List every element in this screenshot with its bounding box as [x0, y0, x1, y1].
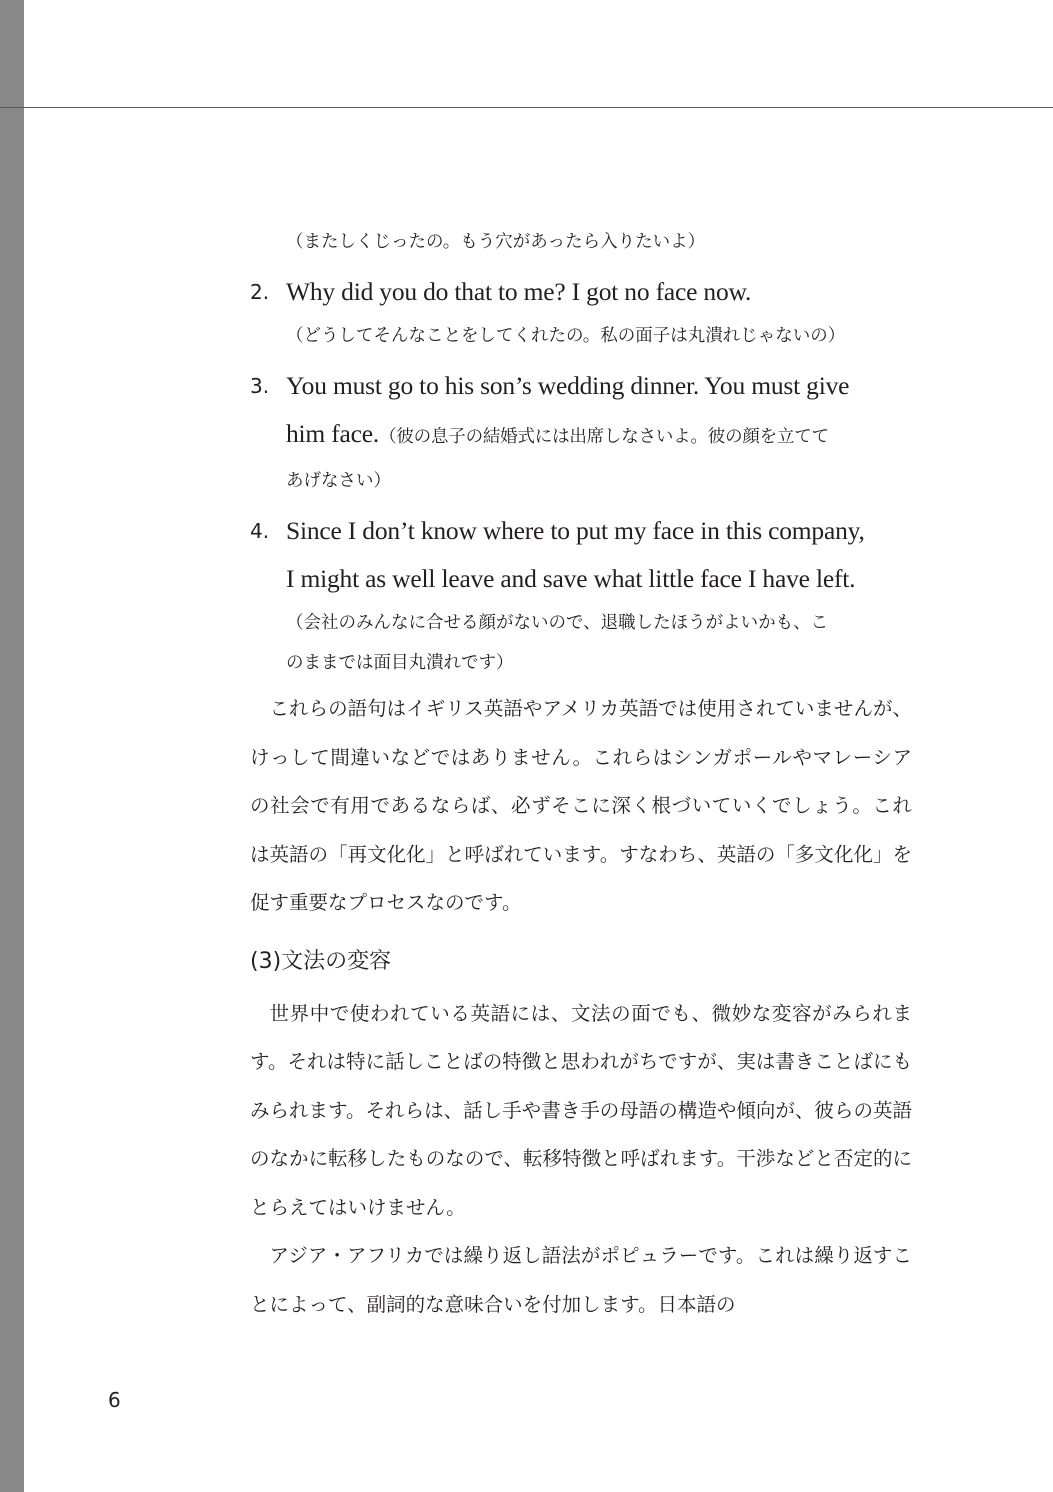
item-number: 4.	[250, 519, 270, 543]
translation-note: あげなさい）	[286, 471, 391, 491]
example-sentence: Why did you do that to me? I got no face now.	[286, 277, 752, 306]
translation-note-cont: のままでは面目丸潰れです）	[286, 653, 514, 673]
body-paragraph-1: これらの語句はイギリス英語やアメリカ英語では使用されていませんが、けっして間違いなどではありません。これらはシンガポールやマレーシアの社会で有用であるならば、必ずそこに深く根づいていくでしょう。これは英語の「再文化化」と呼ばれています。すなわち、英語の「多文化化」を促す重要なプロセスなのです。	[250, 697, 912, 914]
item-number: 3.	[250, 374, 270, 398]
item-number: 2.	[250, 280, 270, 304]
translation-note: （どうしてそんなことをしてくれたの。私の面子は丸潰れじゃないの）	[286, 326, 846, 346]
example-sentence-cont	[286, 410, 912, 461]
translation-note-inline: （彼の息子の結婚式には出席しなさいよ。彼の顔を立てて	[379, 427, 829, 447]
example-item-4	[250, 507, 912, 683]
example-sentence: Since I don’t know where to put my face in this company,	[286, 516, 865, 545]
section-heading: (3)文法の変容	[250, 948, 392, 974]
example-item-3	[250, 362, 912, 501]
page-edge-bar	[0, 0, 24, 1492]
body-paragraph-2: 世界中で使われている英語には、文法の面でも、微妙な変容がみられます。それは特に話しことばの特徴と思われがちですが、実は書きことばにもみられます。それらは、話し手や書き手の母語の構造や傾向が、彼らの英語のなかに転移したものなので、転移特徴と呼ばれます。干渉などと否定的にとらえてはいけません。	[250, 1001, 912, 1219]
header-rule	[0, 107, 1053, 108]
example-sentence: You must go to his son’s wedding dinner. You must give	[286, 371, 850, 400]
example-item-2	[250, 268, 912, 356]
page-body	[250, 222, 912, 1329]
translation-note: （会社のみんなに合せる顔がないので、退職したほうがよいかも、こ	[286, 613, 829, 633]
page-number: 6	[108, 1388, 121, 1412]
translation-note-1: （またしくじったの。もう穴があったら入りたいよ）	[286, 232, 706, 252]
body-paragraph-3: アジア・アフリカでは繰り返し語法がポピュラーです。これは繰り返すことによって、副詞的な意味合いを付加します。日本語の	[250, 1244, 912, 1316]
example-sentence-tail: him face.	[286, 419, 380, 448]
example-sentence-cont: I might as well leave and save what little face I have left.	[286, 564, 856, 593]
